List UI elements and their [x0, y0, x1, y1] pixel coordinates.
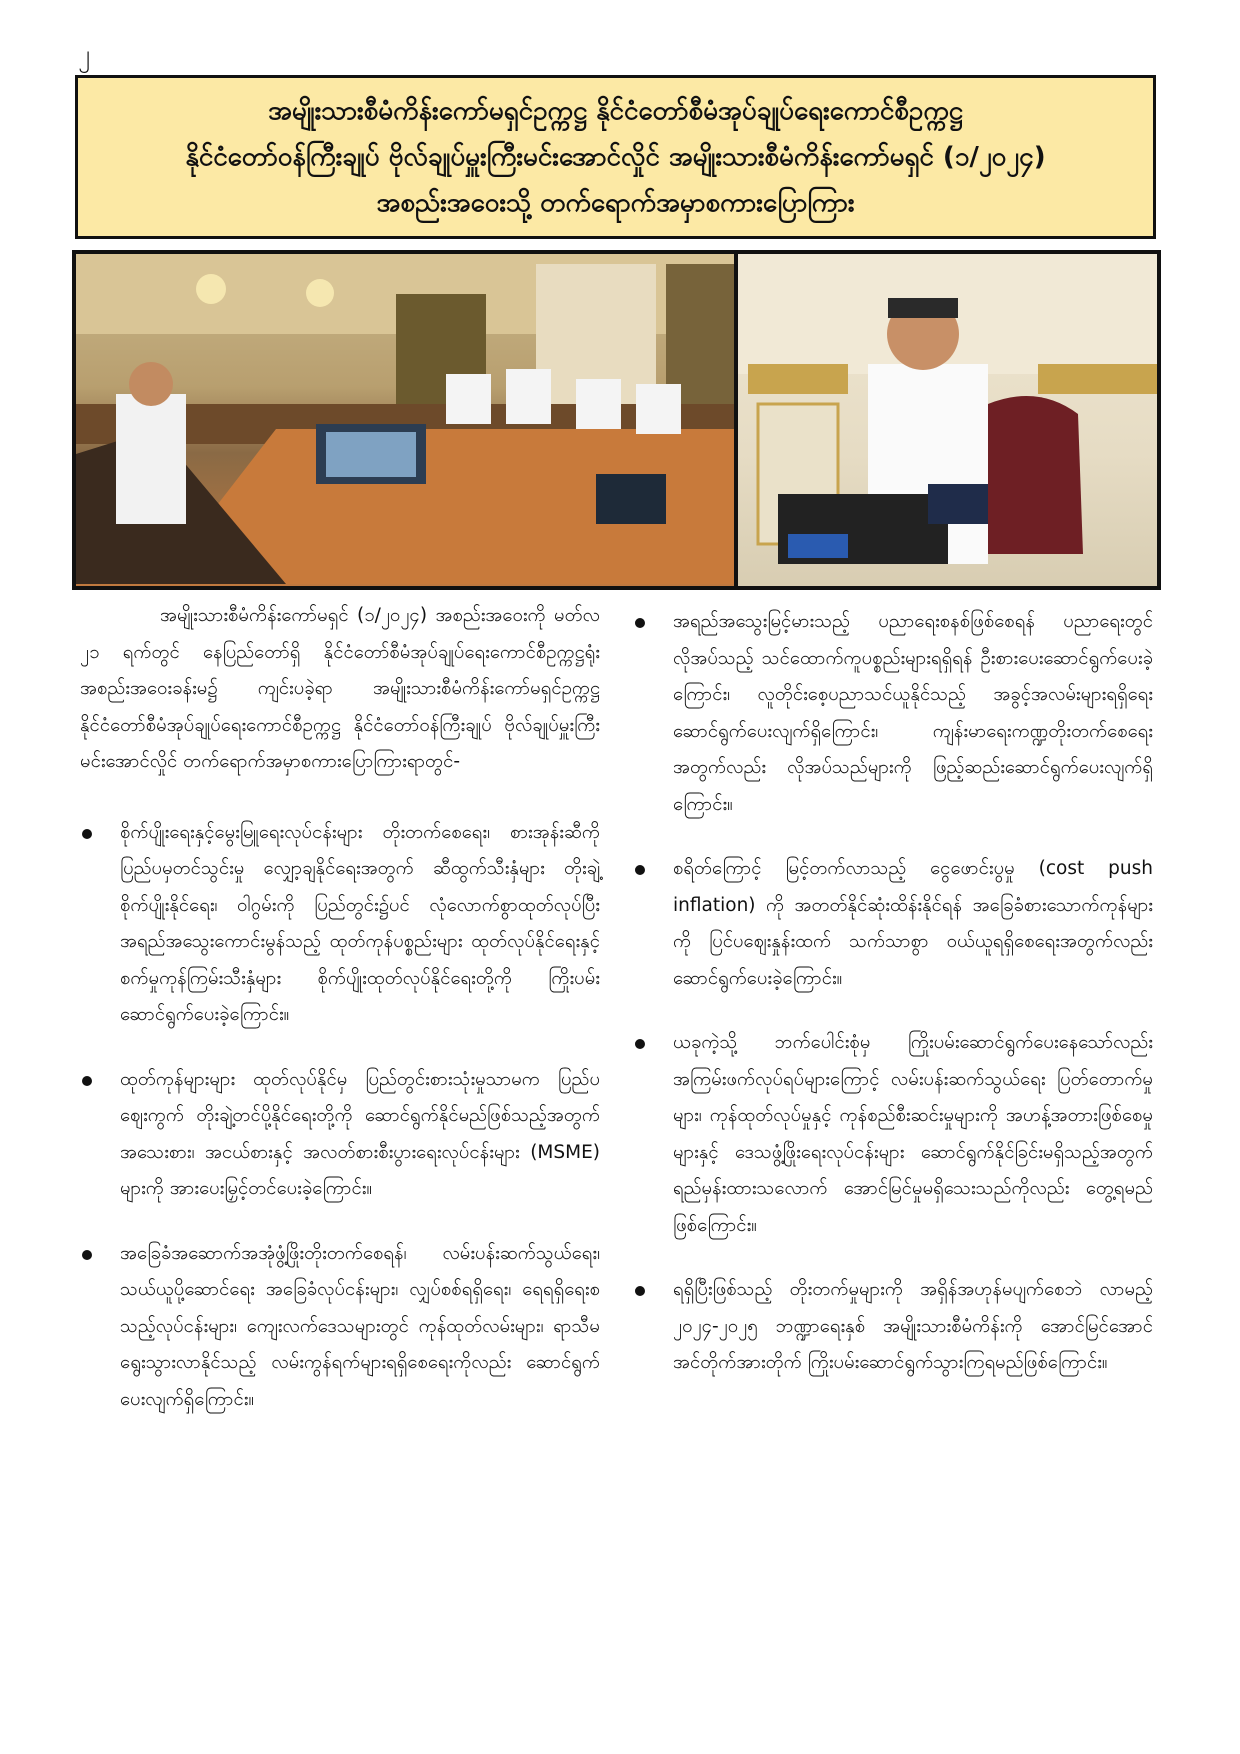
bullet-text: ထုတ်ကုန်များများ ထုတ်လုပ်နိုင်မှ ပြည်တွင်းစားသုံးမှုသာမက ပြည်ပဈေးကွက် တိုးချဲ့တင်ပို့နိုင်ရေးတို့ကို ဆောင်ရွက်နိုင်မည်ဖြစ်သည့်အတွက် အသေးစား၊ အငယ်စားနှင့် အလတ်စားစီးပွားရေးလုပ်ငန်းများ (MSME) များကို အားပေးမြှင့်တင်ပေးခဲ့ကြောင်း။	[120, 1068, 600, 1199]
bullet-text: အရည်အသွေးမြင့်မားသည့် ပညာရေးစနစ်ဖြစ်စေရန် ပညာရေးတွင် လိုအပ်သည့် သင်ထောက်ကူပစ္စည်းများရရှိရန် ဦးစားပေးဆောင်ရွက်ပေးခဲ့ကြောင်း၊ လူတိုင်းစေ့ပညာသင်ယူနိုင်သည့် အခွင့်အလမ်းများရရှိရေး ဆောင်ရွက်ပေးလျက်ရှိကြောင်း၊ ကျန်းမာရေးကဏ္ဍတိုးတက်စေရေးအတွက်လည်း လိုအပ်သည်များကို ဖြည့်ဆည်းဆောင်ရွက်ပေးလျက်ရှိကြောင်း။	[673, 611, 1153, 815]
bullet-text: စရိတ်ကြောင့် မြင့်တက်လာသည့် ငွေဖောင်းပွမှု (cost push inflation) ကို အတတ်နိုင်ဆုံးထိန်းနိုင်ရန် အခြေခံစားသောက်ကုန်များကို ပြင်ပဈေးနှုန်းထက် သက်သာစွာ ဝယ်ယူရရှိစေရေးအတွက်လည်း ဆောင်ရွက်ပေးခဲ့ကြောင်း။	[673, 858, 1153, 989]
intro-paragraph: အမျိုးသားစီမံကိန်းကော်မရှင် (၁/၂၀၂၄) အစည်းအဝေးကို မတ်လ ၂၁ ရက်တွင် နေပြည်တော်ရှိ နိုင်ငံတော်စီမံအုပ်ချုပ်ရေးကောင်စီဥက္ကဋ္ဌရုံး အစည်းအဝေးခန်းမ၌ ကျင်းပခဲ့ရာ အမျိုးသားစီမံကိန်းကော်မရှင်ဥက္ကဋ္ဌ နိုင်ငံတော်စီမံအုပ်ချုပ်ရေးကောင်စီဥက္ကဋ္ဌ နိုင်ငံတော်ဝန်ကြီးချုပ် ဗိုလ်ချုပ်မှူးကြီးမင်းအောင်လှိုင် တက်ရောက်အမှာစကားပြောကြားရာတွင်-	[80, 605, 600, 772]
bullet-text: ရရှိပြီးဖြစ်သည့် တိုးတက်မှုများကို အရှိန်အဟုန်မပျက်စေဘဲ လာမည့် ၂၀၂၄-၂၀၂၅ ဘဏ္ဍာရေးနှစ် အမျိုးသားစီမံကိန်းကို အောင်မြင်အောင် အင်တိုက်အားတိုက် ကြိုးပမ်းဆောင်ရွက်သွားကြရမည်ဖြစ်ကြောင်း။	[673, 1279, 1153, 1373]
bullet-text: စိုက်ပျိုးရေးနှင့်မွေးမြူရေးလုပ်ငန်းများ တိုးတက်စေရေး၊ စားအုန်းဆီကို ပြည်ပမှတင်သွင်းမှု လျှော့ချနိုင်ရေးအတွက် ဆီထွက်သီးနှံများ တိုးချဲ့စိုက်ပျိုးနိုင်ရေး၊ ဝါဂွမ်းကို ပြည်တွင်း၌ပင် လုံလောက်စွာထုတ်လုပ်ပြီး အရည်အသွေးကောင်းမွန်သည့် ထုတ်ကုန်ပစ္စည်းများ ထုတ်လုပ်နိုင်ရေးနှင့် စက်မှုကုန်ကြမ်းသီးနှံများ စိုက်ပျိုးထုတ်လုပ်နိုင်ရေးတို့ကို ကြိုးပမ်းဆောင်ရွက်ပေးခဲ့ကြောင်း။	[120, 821, 600, 1025]
headline-line-3: အစည်းအဝေးသို့ တက်ရောက်အမှာစကားပြောကြား	[376, 188, 855, 218]
bullet-item-msme	[80, 1062, 600, 1208]
photo-strip	[72, 250, 1161, 590]
bullet-item-agriculture	[80, 815, 600, 1034]
bullet-text: အခြေခံအဆောက်အအုံဖွံ့ဖြိုးတိုးတက်စေရန်၊ လမ်းပန်းဆက်သွယ်ရေး၊ သယ်ယူပို့ဆောင်ရေး အခြေခံလုပ်ငန်းများ၊ လျှပ်စစ်ရရှိရေး၊ ရေရရှိရေးစသည့်လုပ်ငန်းများ၊ ကျေးလက်ဒေသများတွင် ကုန်ထုတ်လမ်းများ၊ ရာသီမရွေးသွားလာနိုင်သည့် လမ်းကွန်ရက်များရရှိစေရေးကိုလည်း ဆောင်ရွက်ပေးလျက်ရှိကြောင်း။	[120, 1242, 600, 1410]
bullet-item-education	[633, 604, 1153, 823]
headline-line-2: နိုင်ငံတော်ဝန်ကြီးချုပ် ဗိုလ်ချုပ်မှူးကြီးမင်းအောင်လှိုင် အမျိုးသားစီမံကိန်းကော်မရှင် (၁/၂၀၂၄)	[185, 142, 1046, 172]
bullet-item-national-plan	[633, 1272, 1153, 1382]
chairman-illustration	[738, 254, 1157, 586]
page-number: ၂	[78, 40, 90, 68]
meeting-hall-illustration	[76, 254, 734, 586]
bullet-dot-icon	[82, 829, 92, 839]
right-column	[633, 604, 1153, 1410]
bullet-dot-icon	[635, 618, 645, 628]
bullet-dot-icon	[635, 865, 645, 875]
bullet-item-inflation	[633, 851, 1153, 997]
bullet-dot-icon	[635, 1286, 645, 1296]
headline-box	[75, 75, 1156, 239]
bullet-item-infrastructure	[80, 1236, 600, 1419]
bullet-item-challenges	[633, 1025, 1153, 1244]
left-bullet-list	[80, 815, 600, 1419]
bullet-dot-icon	[82, 1076, 92, 1086]
meeting-hall-photo	[76, 254, 734, 586]
left-column	[80, 598, 600, 1446]
bullet-text: ယခုကဲ့သို့ ဘက်ပေါင်းစုံမှ ကြိုးပမ်းဆောင်ရွက်ပေးနေသော်လည်း အကြမ်းဖက်လုပ်ရပ်များကြောင့် လမ်းပန်းဆက်သွယ်ရေး ပြတ်တောက်မှုများ၊ ကုန်ထုတ်လုပ်မှုနှင့် ကုန်စည်စီးဆင်းမှုများကို အဟန့်အတားဖြစ်စေမှုများနှင့် ဒေသဖွံ့ဖြိုးရေးလုပ်ငန်းများ ဆောင်ရွက်နိုင်ခြင်းမရှိသည့်အတွက် ရည်မှန်းထားသလောက် အောင်မြင်မှုမရှိသေးသည်ကိုလည်း တွေ့ရမည်ဖြစ်ကြောင်း။	[673, 1032, 1153, 1236]
right-bullet-list	[633, 604, 1153, 1382]
headline-line-1: အမျိုးသားစီမံကိန်းကော်မရှင်ဥက္ကဋ္ဌ နိုင်ငံတော်စီမံအုပ်ချုပ်ရေးကောင်စီဥက္ကဋ္ဌ	[268, 96, 963, 126]
bullet-dot-icon	[635, 1039, 645, 1049]
chairman-speaking-photo	[738, 254, 1157, 586]
bullet-dot-icon	[82, 1250, 92, 1260]
